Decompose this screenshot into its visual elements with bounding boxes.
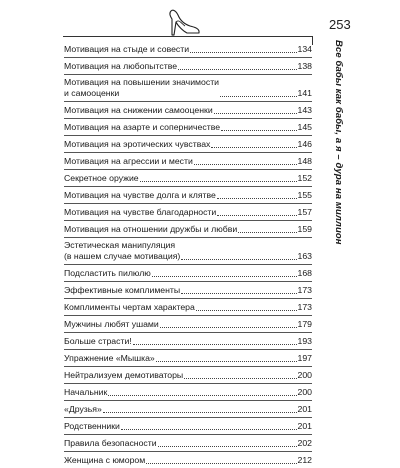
dot-leader <box>158 445 297 447</box>
dot-leader <box>221 129 296 131</box>
toc-entry-page: 148 <box>297 156 312 166</box>
toc-entry-title: Нейтрализуем демотиваторы <box>64 370 184 380</box>
toc-entry-page: 179 <box>297 319 312 329</box>
toc-entry[interactable] <box>64 451 312 468</box>
high-heel-shoe-icon <box>163 5 203 37</box>
toc-entry-page: 146 <box>297 139 312 149</box>
toc-entry-title: Мотивация на чувстве долга и клятве <box>64 190 216 200</box>
toc-entry-title: Подсластить пилюлю <box>64 268 151 278</box>
toc-entry[interactable] <box>64 101 312 118</box>
dot-leader <box>156 360 297 362</box>
toc-entry-page: 155 <box>297 190 312 200</box>
dot-leader <box>146 462 296 464</box>
toc-entry[interactable] <box>64 203 312 220</box>
dot-leader <box>152 275 297 277</box>
toc-entry-page: 134 <box>297 44 312 54</box>
dot-leader <box>184 377 296 379</box>
dot-leader <box>181 258 296 260</box>
toc-entry[interactable] <box>64 118 312 135</box>
toc-entry-page: 159 <box>297 224 312 234</box>
toc-entry-page: 202 <box>297 438 312 448</box>
header-rule <box>63 36 313 37</box>
toc-entry-title: Женщина с юмором <box>64 455 146 465</box>
dot-leader <box>178 68 296 70</box>
toc-entry-page: 197 <box>297 353 312 363</box>
toc-entry-title: Правила безопасности <box>64 438 157 448</box>
toc-entry-title: Мотивация на агрессии и мести <box>64 156 193 166</box>
toc-entry[interactable] <box>64 332 312 349</box>
toc-entry[interactable] <box>64 298 312 315</box>
toc-entry-title: Упражнение «Мышка» <box>64 353 155 363</box>
toc-entry-page: 201 <box>297 404 312 414</box>
dot-leader <box>160 326 297 328</box>
page-number: 253 <box>329 17 351 32</box>
dot-leader <box>133 343 297 345</box>
dot-leader <box>196 309 297 311</box>
toc-entry[interactable] <box>64 281 312 298</box>
toc-entry-page: 200 <box>297 370 312 380</box>
toc-entry[interactable] <box>64 186 312 203</box>
toc-entry-page: 138 <box>297 61 312 71</box>
toc-entry[interactable] <box>64 366 312 383</box>
toc-entry-page: 143 <box>297 105 312 115</box>
toc-entry-page: 145 <box>297 122 312 132</box>
toc-entry-page: 152 <box>297 173 312 183</box>
toc-entry[interactable] <box>64 57 312 74</box>
toc-entry-title: Мотивация на эротических чувствах <box>64 139 211 149</box>
toc-entry-title: Мотивация на азарте и соперничестве <box>64 122 221 132</box>
dot-leader <box>181 292 296 294</box>
toc-entry-title: Мотивация на стыде и совести <box>64 44 190 54</box>
toc-entry[interactable] <box>64 417 312 434</box>
toc-entry-page: 141 <box>297 88 312 98</box>
toc-entry[interactable] <box>64 169 312 186</box>
toc-entry[interactable] <box>64 237 312 264</box>
table-of-contents <box>64 41 312 468</box>
toc-entry[interactable] <box>64 220 312 237</box>
toc-entry-page: 173 <box>297 302 312 312</box>
toc-entry-title: Мотивация на любопытстве <box>64 61 178 71</box>
toc-entry[interactable] <box>64 152 312 169</box>
dot-leader <box>214 112 297 114</box>
toc-entry[interactable] <box>64 315 312 332</box>
running-title: Все бабы как бабы, а я – дура на миллион <box>333 40 344 245</box>
toc-entry-page: 193 <box>297 336 312 346</box>
dot-leader <box>238 231 296 233</box>
toc-entry[interactable] <box>64 135 312 152</box>
dot-leader <box>190 51 296 53</box>
toc-entry-title: Мужчины любят ушами <box>64 319 159 329</box>
header-rule-tail <box>312 36 313 45</box>
toc-entry-title: Комплименты чертам характера <box>64 302 195 312</box>
toc-entry-page: 201 <box>297 421 312 431</box>
toc-entry[interactable] <box>64 74 312 101</box>
toc-entry-title: «Друзья» <box>64 404 102 414</box>
toc-entry-page: 200 <box>297 387 312 397</box>
dot-leader <box>140 180 297 182</box>
toc-entry[interactable] <box>64 41 312 57</box>
toc-entry-title: Эффективные комплименты <box>64 285 181 295</box>
toc-entry[interactable] <box>64 434 312 451</box>
dot-leader <box>217 197 297 199</box>
dot-leader <box>121 428 297 430</box>
toc-entry-title: Больше страсти! <box>64 336 132 346</box>
toc-entry[interactable] <box>64 383 312 400</box>
toc-entry-page: 157 <box>297 207 312 217</box>
toc-entry-title: Мотивация на чувстве благодарности <box>64 207 217 217</box>
dot-leader <box>220 95 296 97</box>
toc-entry-page: 168 <box>297 268 312 278</box>
toc-entry-title: Мотивация на снижении самооценки <box>64 105 213 115</box>
toc-entry-page: 163 <box>297 251 312 261</box>
dot-leader <box>194 163 297 165</box>
toc-entry-title: Мотивация на отношении дружбы и любви <box>64 224 238 234</box>
toc-entry-title: Родственники <box>64 421 120 431</box>
toc-entry-page: 212 <box>297 455 312 465</box>
toc-entry[interactable] <box>64 349 312 366</box>
dot-leader <box>103 411 297 413</box>
toc-entry-title: Эстетическая манипуляция (в нашем случае мотивация) <box>64 240 181 261</box>
toc-entry-title: Секретное оружие <box>64 173 139 183</box>
dot-leader <box>211 146 296 148</box>
dot-leader <box>108 394 296 396</box>
dot-leader <box>217 214 296 216</box>
toc-entry-page: 173 <box>297 285 312 295</box>
toc-entry-title: Начальник <box>64 387 108 397</box>
toc-entry[interactable] <box>64 264 312 281</box>
toc-entry[interactable] <box>64 400 312 417</box>
toc-entry-title: Мотивация на повышении значимости и самооценки <box>64 77 220 98</box>
